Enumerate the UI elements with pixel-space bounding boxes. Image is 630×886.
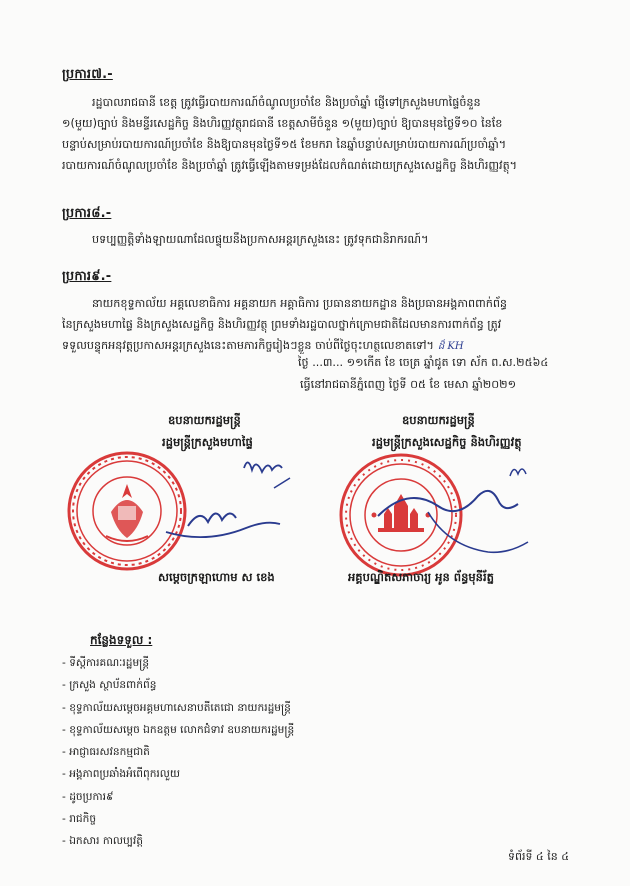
- article-8-heading: ប្រការ៨.-: [62, 206, 112, 221]
- recipient-item: - ក្រសួង ស្ថាប័នពាក់ព័ន្ធ: [62, 674, 294, 696]
- recipient-item: - ខុទ្ទកាល័យសម្តេច ឯកឧត្តម លោកជំទាវ ឧបនាយករដ្ឋមន្ត្រី: [62, 719, 294, 741]
- article-7-line-2: ១(មួយ)ច្បាប់ និងមន្ទីរសេដ្ឋកិច្ច និងហិរញ្ញវត្ថុរាជធានី ខេត្តសាមីចំនួន ១(មួយ)ច្បាប់ ឱ្យបានមុនថ្ងៃទី១០ នៃខែ: [62, 117, 503, 130]
- recipient-item: - ឯកសារ កាលប្បវត្តិ: [62, 830, 294, 852]
- right-signatory-title-2: រដ្ឋមន្ត្រីក្រសួងសេដ្ឋកិច្ច និងហិរញ្ញវត្ថុ: [372, 435, 522, 449]
- right-signatory-name: អគ្គបណ្ឌិតសភាចារ្យ អូន ព័ន្ធមុនីរ័ត្ន: [348, 570, 494, 584]
- article-9-line-3: ទទួលបន្ទុកអនុវត្តប្រកាសអន្តរក្រសួងនេះតាមភារកិច្ចរៀងៗខ្លួន ចាប់ពីថ្ងៃចុះហត្ថលេខាតទៅ។ ដ៏ KH: [62, 339, 464, 352]
- article-9-body: [62, 293, 582, 357]
- right-signature-icon: [368, 456, 548, 566]
- left-signatory-title-2: រដ្ឋមន្ត្រីក្រសួងមហាផ្ទៃ: [162, 435, 253, 449]
- recipient-item: - អាជ្ញាធរសវនកម្មជាតិ: [62, 741, 294, 763]
- recipient-item: - អង្គភាពប្រឆាំងអំពើពុករលួយ: [62, 763, 294, 785]
- article-9-line-2: នៃក្រសួងមហាផ្ទៃ និងក្រសួងសេដ្ឋកិច្ច និងហិរញ្ញវត្ថុ ព្រមទាំងរដ្ឋបាលថ្នាក់ក្រោមជាតិដែលមានការពាក់ព័ន្ធ ត្រូវ: [62, 318, 502, 331]
- recipient-item: - ខុទ្ទកាល័យសម្តេចអគ្គមហាសេនាបតីតេជោ នាយករដ្ឋមន្ត្រី: [62, 697, 294, 719]
- recipient-item: - ដូចប្រការ៩: [62, 786, 294, 808]
- article-7-line-4: របាយការណ៍ចំណូលប្រចាំខែ និងប្រចាំឆ្នាំ ត្រូវធ្វើឡើងតាមទម្រង់ដែលកំណត់ដោយក្រសួងសេដ្ឋកិច្ច និងហិរញ្ញវត្ថុ។: [62, 159, 518, 172]
- handwritten-note: ដ៏ KH: [437, 341, 464, 352]
- article-8-body: [62, 229, 582, 250]
- recipients-heading: កន្លែងទទួល :: [90, 633, 153, 647]
- left-signatory-title-1: ឧបនាយករដ្ឋមន្ត្រី: [168, 413, 241, 427]
- recipient-item: - ទីស្តីការគណៈរដ្ឋមន្ត្រី: [62, 652, 294, 674]
- article-7-line-3: បន្ទាប់សម្រាប់របាយការណ៍ប្រចាំខែ និងឱ្យបានមុនថ្ងៃទី១៥ ខែមករា នៃឆ្នាំបន្ទាប់សម្រាប់របាយការណ៍ប្រចាំឆ្នាំ។: [62, 138, 507, 151]
- article-9-line-1: នាយកខុទ្ទកាល័យ អគ្គលេខាធិការ អគ្គនាយក អគ្គាធិការ ប្រធាននាយកដ្ឋាន និងប្រធានអង្គភាពពាក់ព័ន្ធ: [92, 297, 508, 310]
- article-7-line-1: រដ្ឋបាលរាជធានី ខេត្ត ត្រូវធ្វើរបាយការណ៍ចំណូលប្រចាំខែ និងប្រចាំឆ្នាំ ផ្ញើទៅក្រសួងមហាផ្ទៃចំនួន: [92, 96, 481, 109]
- recipients-list: [62, 652, 294, 853]
- article-8-line-1: បទប្បញ្ញត្តិទាំងឡាយណាដែលផ្ទុយនឹងប្រកាសអន្តរក្រសួងនេះ ត្រូវទុកជានិរាករណ៍។: [92, 233, 429, 246]
- left-signature-icon: [96, 448, 296, 558]
- article-7-body: [62, 92, 582, 176]
- page-number: ទំព័រទី ៤ នៃ ៤: [508, 850, 569, 863]
- right-signatory-title-1: ឧបនាយករដ្ឋមន្ត្រី: [402, 413, 475, 427]
- article-9-heading: ប្រការ៩.-: [62, 269, 112, 284]
- solar-date: ធ្វើនៅរាជធានីភ្នំពេញ ថ្ងៃទី ០៥ ខែ មេសា ឆ្នាំ២០២១: [300, 378, 517, 391]
- lunar-date: ថ្ងៃ ...៣... ១១កើត ខែ ចេត្រ ឆ្នាំជូត ទោ ស័ក ព.ស.២៥៦៤: [298, 356, 549, 369]
- recipient-item: - រាជកិច្ច: [62, 808, 294, 830]
- article-7-heading: ប្រការ៧.-: [62, 67, 113, 82]
- left-signatory-name: សម្តេចក្រឡាហោម ស ខេង: [158, 570, 275, 584]
